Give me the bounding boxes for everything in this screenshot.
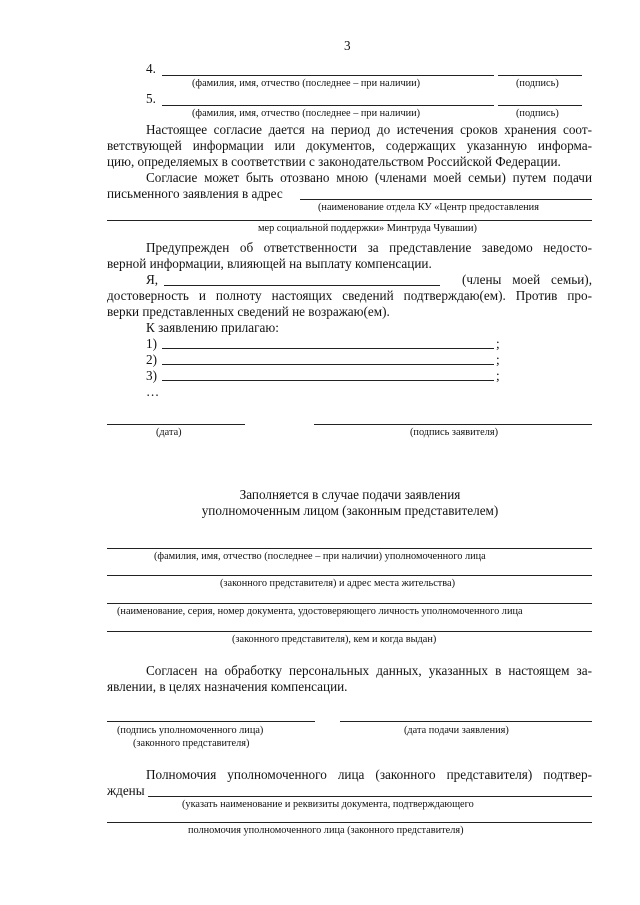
rep-document-line[interactable] bbox=[107, 603, 592, 604]
signature-number-4: 4. bbox=[146, 61, 156, 76]
rep-address-caption: (законного представителя) и адрес места жительства) bbox=[220, 578, 455, 589]
applicant-sign-line[interactable] bbox=[314, 424, 592, 425]
authority-caption-1: (указать наименование и реквизиты документа, подтверждающего bbox=[182, 799, 474, 810]
name-line-4[interactable] bbox=[162, 75, 494, 76]
revoke-caption-1: (наименование отдела КУ «Центр предоставления bbox=[318, 202, 539, 213]
page-number: 3 bbox=[344, 38, 351, 53]
attach-item-3-number: 3) bbox=[146, 368, 157, 383]
revoke-address-line-2[interactable] bbox=[107, 220, 592, 221]
revoke-line-2: письменного заявления в адрес bbox=[107, 186, 283, 201]
revoke-caption-2: мер социальной поддержки» Минтруда Чувашии) bbox=[258, 223, 477, 234]
rep-title-line-1: Заполняется в случае подачи заявления bbox=[239, 487, 461, 502]
attach-item-1-number: 1) bbox=[146, 336, 157, 351]
submission-date-line[interactable] bbox=[340, 721, 592, 722]
signature-number-5: 5. bbox=[146, 91, 156, 106]
authority-line-2: ждены bbox=[107, 783, 145, 798]
sign-line-5[interactable] bbox=[498, 105, 582, 106]
rep-consent-line-1: Согласен на обработку персональных данных, указанных в настоящем за- bbox=[146, 663, 592, 678]
revoke-address-line-1[interactable] bbox=[300, 199, 592, 200]
attach-item-1-line[interactable] bbox=[162, 348, 494, 349]
confirm-ya: Я, bbox=[146, 272, 159, 287]
submission-date-caption: (дата подачи заявления) bbox=[404, 725, 509, 736]
name-caption-4: (фамилия, имя, отчество (последнее – при наличии) bbox=[192, 78, 421, 89]
date-caption: (дата) bbox=[156, 427, 182, 438]
authority-doc-line-2[interactable] bbox=[107, 822, 592, 823]
attach-title: К заявлению прилагаю: bbox=[146, 320, 279, 335]
attach-item-1-sep: ; bbox=[496, 336, 500, 351]
rep-sign-caption-2: (законного представителя) bbox=[133, 738, 250, 749]
consent-period-line-3: цию, определяемых в соответствии с законодательством Российской Федерации. bbox=[107, 154, 561, 169]
rep-fio-caption: (фамилия, имя, отчество (последнее – при наличии) уполномоченного лица bbox=[154, 551, 486, 562]
confirm-name-line[interactable] bbox=[164, 285, 440, 286]
sign-caption-4: (подпись) bbox=[516, 78, 559, 89]
attach-ellipsis: … bbox=[146, 384, 160, 399]
rep-address-line[interactable] bbox=[107, 575, 592, 576]
rep-consent-line-2: явлении, в целях назначения компенсации. bbox=[107, 679, 348, 694]
authority-doc-line-1[interactable] bbox=[148, 796, 592, 797]
confirm-line-2: достоверность и полноту настоящих сведений подтверждаю(ем). Против про- bbox=[107, 288, 592, 303]
rep-issued-line[interactable] bbox=[107, 631, 592, 632]
attach-item-3-line[interactable] bbox=[162, 380, 494, 381]
authority-line-1: Полномочия уполномоченного лица (законного представителя) подтвер- bbox=[146, 767, 592, 782]
rep-title-line-2: уполномоченным лицом (законным представителем) bbox=[201, 503, 499, 518]
consent-period-line-2: ветствующей информации или документов, содержащих указанную информа- bbox=[107, 138, 592, 153]
sign-line-4[interactable] bbox=[498, 75, 582, 76]
confirm-line-3: верки представленных сведений не возражаю(ем). bbox=[107, 304, 390, 319]
attach-item-2-line[interactable] bbox=[162, 364, 494, 365]
rep-fio-line[interactable] bbox=[107, 548, 592, 549]
consent-period-line-1: Настоящее согласие дается на период до истечения сроков хранения соот- bbox=[146, 122, 592, 137]
name-line-5[interactable] bbox=[162, 105, 494, 106]
attach-item-2-sep: ; bbox=[496, 352, 500, 367]
warning-line-2: верной информации, влияющей на выплату компенсации. bbox=[107, 256, 432, 271]
rep-document-caption: (наименование, серия, номер документа, удостоверяющего личность уполномоченного лица bbox=[117, 606, 523, 617]
attach-item-2-number: 2) bbox=[146, 352, 157, 367]
confirm-family: (члены моей семьи), bbox=[462, 272, 592, 287]
rep-issued-caption: (законного представителя), кем и когда выдан) bbox=[232, 634, 437, 645]
revoke-line-1: Согласие может быть отозвано мною (членами моей семьи) путем подачи bbox=[146, 170, 592, 185]
date-line[interactable] bbox=[107, 424, 245, 425]
rep-sign-caption-1: (подпись уполномоченного лица) bbox=[117, 725, 264, 736]
attach-item-3-sep: ; bbox=[496, 368, 500, 383]
warning-line-1: Предупрежден об ответственности за представление заведомо недосто- bbox=[146, 240, 592, 255]
applicant-sign-caption: (подпись заявителя) bbox=[410, 427, 499, 438]
name-caption-5: (фамилия, имя, отчество (последнее – при наличии) bbox=[192, 108, 421, 119]
sign-caption-5: (подпись) bbox=[516, 108, 559, 119]
rep-sign-line[interactable] bbox=[107, 721, 315, 722]
authority-caption-2: полномочия уполномоченного лица (законного представителя) bbox=[188, 825, 464, 836]
